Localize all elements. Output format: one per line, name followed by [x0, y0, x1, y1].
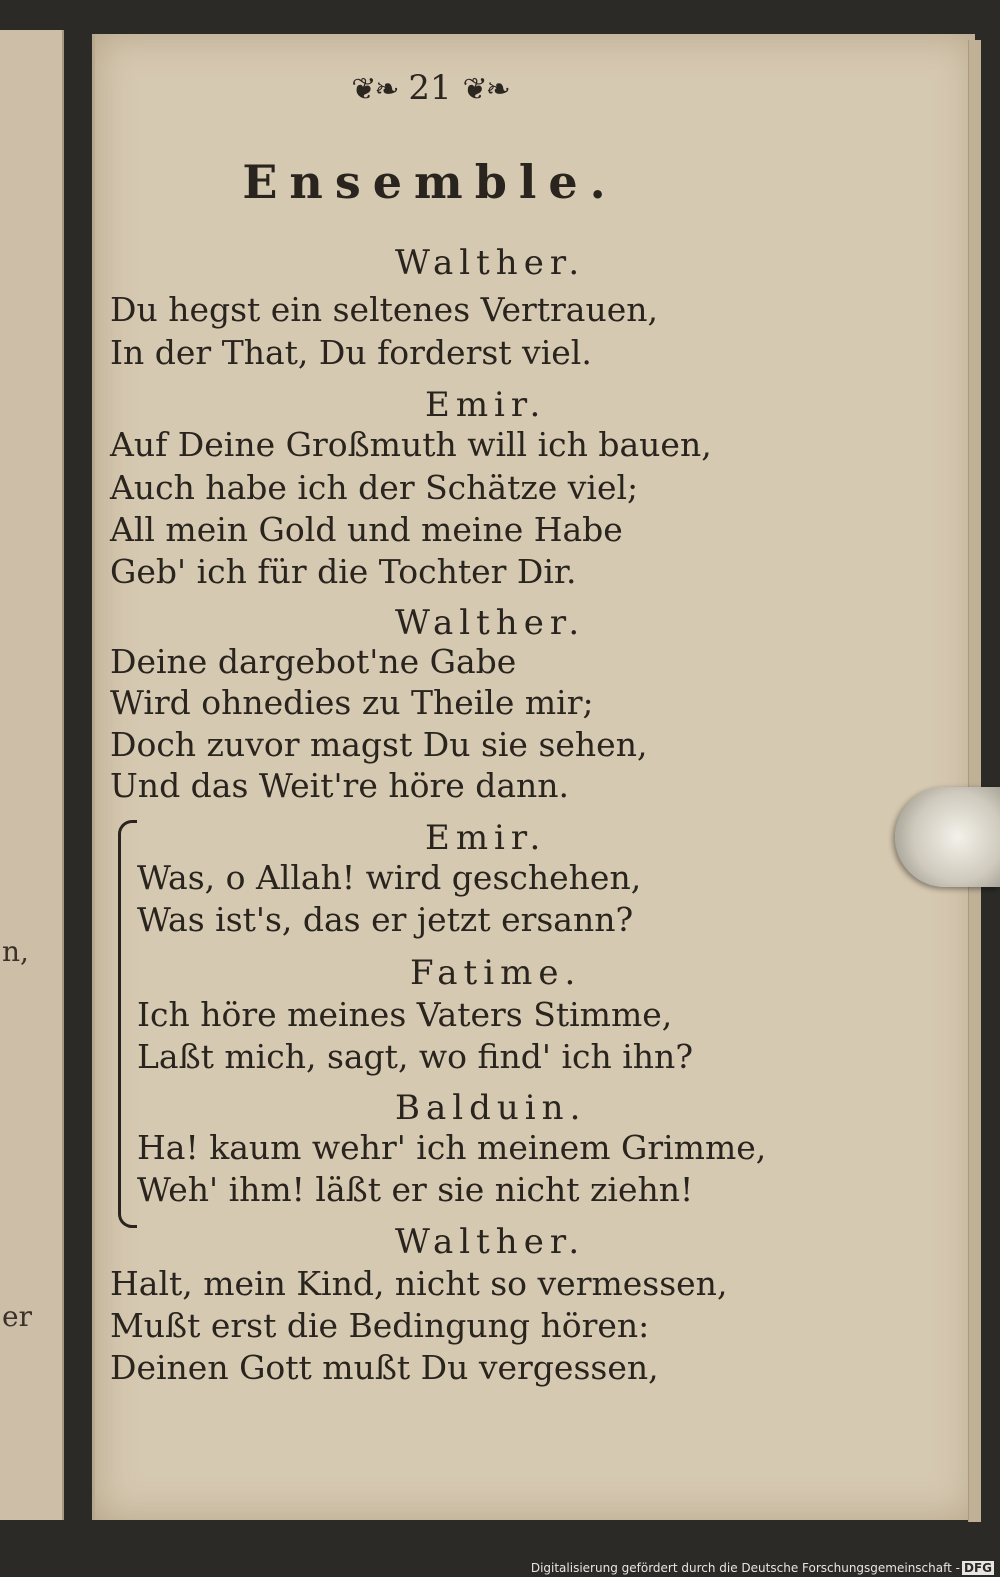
ensemble-bracket: [118, 820, 137, 1228]
verse-line: Halt, mein Kind, nicht so vermessen,: [110, 1264, 728, 1303]
page-number: ❦❧ 21 ❦❧: [351, 68, 509, 108]
dfg-logo: DFG: [963, 1561, 992, 1575]
left-page-edge: [0, 30, 64, 1520]
verse-line: Laßt mich, sagt, wo find' ich ihn?: [137, 1037, 694, 1076]
verse-line: Ich höre meines Vaters Stimme,: [137, 995, 673, 1034]
verse-line: Was ist's, das er jetzt ersann?: [137, 900, 634, 939]
speaker-name: Balduin.: [395, 1088, 587, 1128]
margin-fragment: n,: [2, 935, 29, 968]
speaker-name: Fatime.: [410, 953, 582, 993]
verse-line: Deinen Gott mußt Du vergessen,: [110, 1348, 659, 1387]
speaker-name: Walther.: [395, 603, 586, 643]
verse-line: Mußt erst die Bedingung hören:: [110, 1306, 650, 1345]
margin-fragment: er: [2, 1300, 32, 1333]
page-edge: [968, 40, 981, 1522]
speaker-name: Emir.: [425, 818, 547, 858]
verse-line: Weh' ihm! läßt er sie nicht ziehn!: [137, 1170, 694, 1209]
verse-line: Deine dargebot'ne Gabe: [110, 642, 517, 681]
speaker-name: Walther.: [395, 1222, 586, 1262]
verse-line: Du hegst ein seltenes Vertrauen,: [110, 290, 658, 329]
verse-line: Auch habe ich der Schätze viel;: [110, 468, 639, 507]
verse-line: Geb' ich für die Tochter Dir.: [110, 552, 577, 591]
verse-line: Was, o Allah! wird geschehen,: [137, 858, 642, 897]
right-ornament-icon: ❦❧: [462, 72, 509, 107]
section-title: Ensemble.: [242, 155, 618, 209]
verse-line: Wird ohnedies zu Theile mir;: [110, 683, 594, 722]
speaker-name: Emir.: [425, 385, 547, 425]
verse-line: Ha! kaum wehr' ich meinem Grimme,: [137, 1128, 767, 1167]
verse-line: In der That, Du forderst viel.: [110, 333, 592, 372]
speaker-name: Walther.: [395, 243, 586, 283]
digitization-credit: Digitalisierung gefördert durch die Deutsche Forschungsgemeinschaft - DFG: [530, 1561, 992, 1575]
verse-line: Auf Deine Großmuth will ich bauen,: [110, 425, 712, 464]
verse-line: All mein Gold und meine Habe: [110, 510, 623, 549]
verse-line: Doch zuvor magst Du sie sehen,: [110, 725, 648, 764]
left-ornament-icon: ❦❧: [351, 72, 398, 107]
page-clip: [895, 787, 1000, 887]
verse-line: Und das Weit're höre dann.: [110, 766, 570, 805]
